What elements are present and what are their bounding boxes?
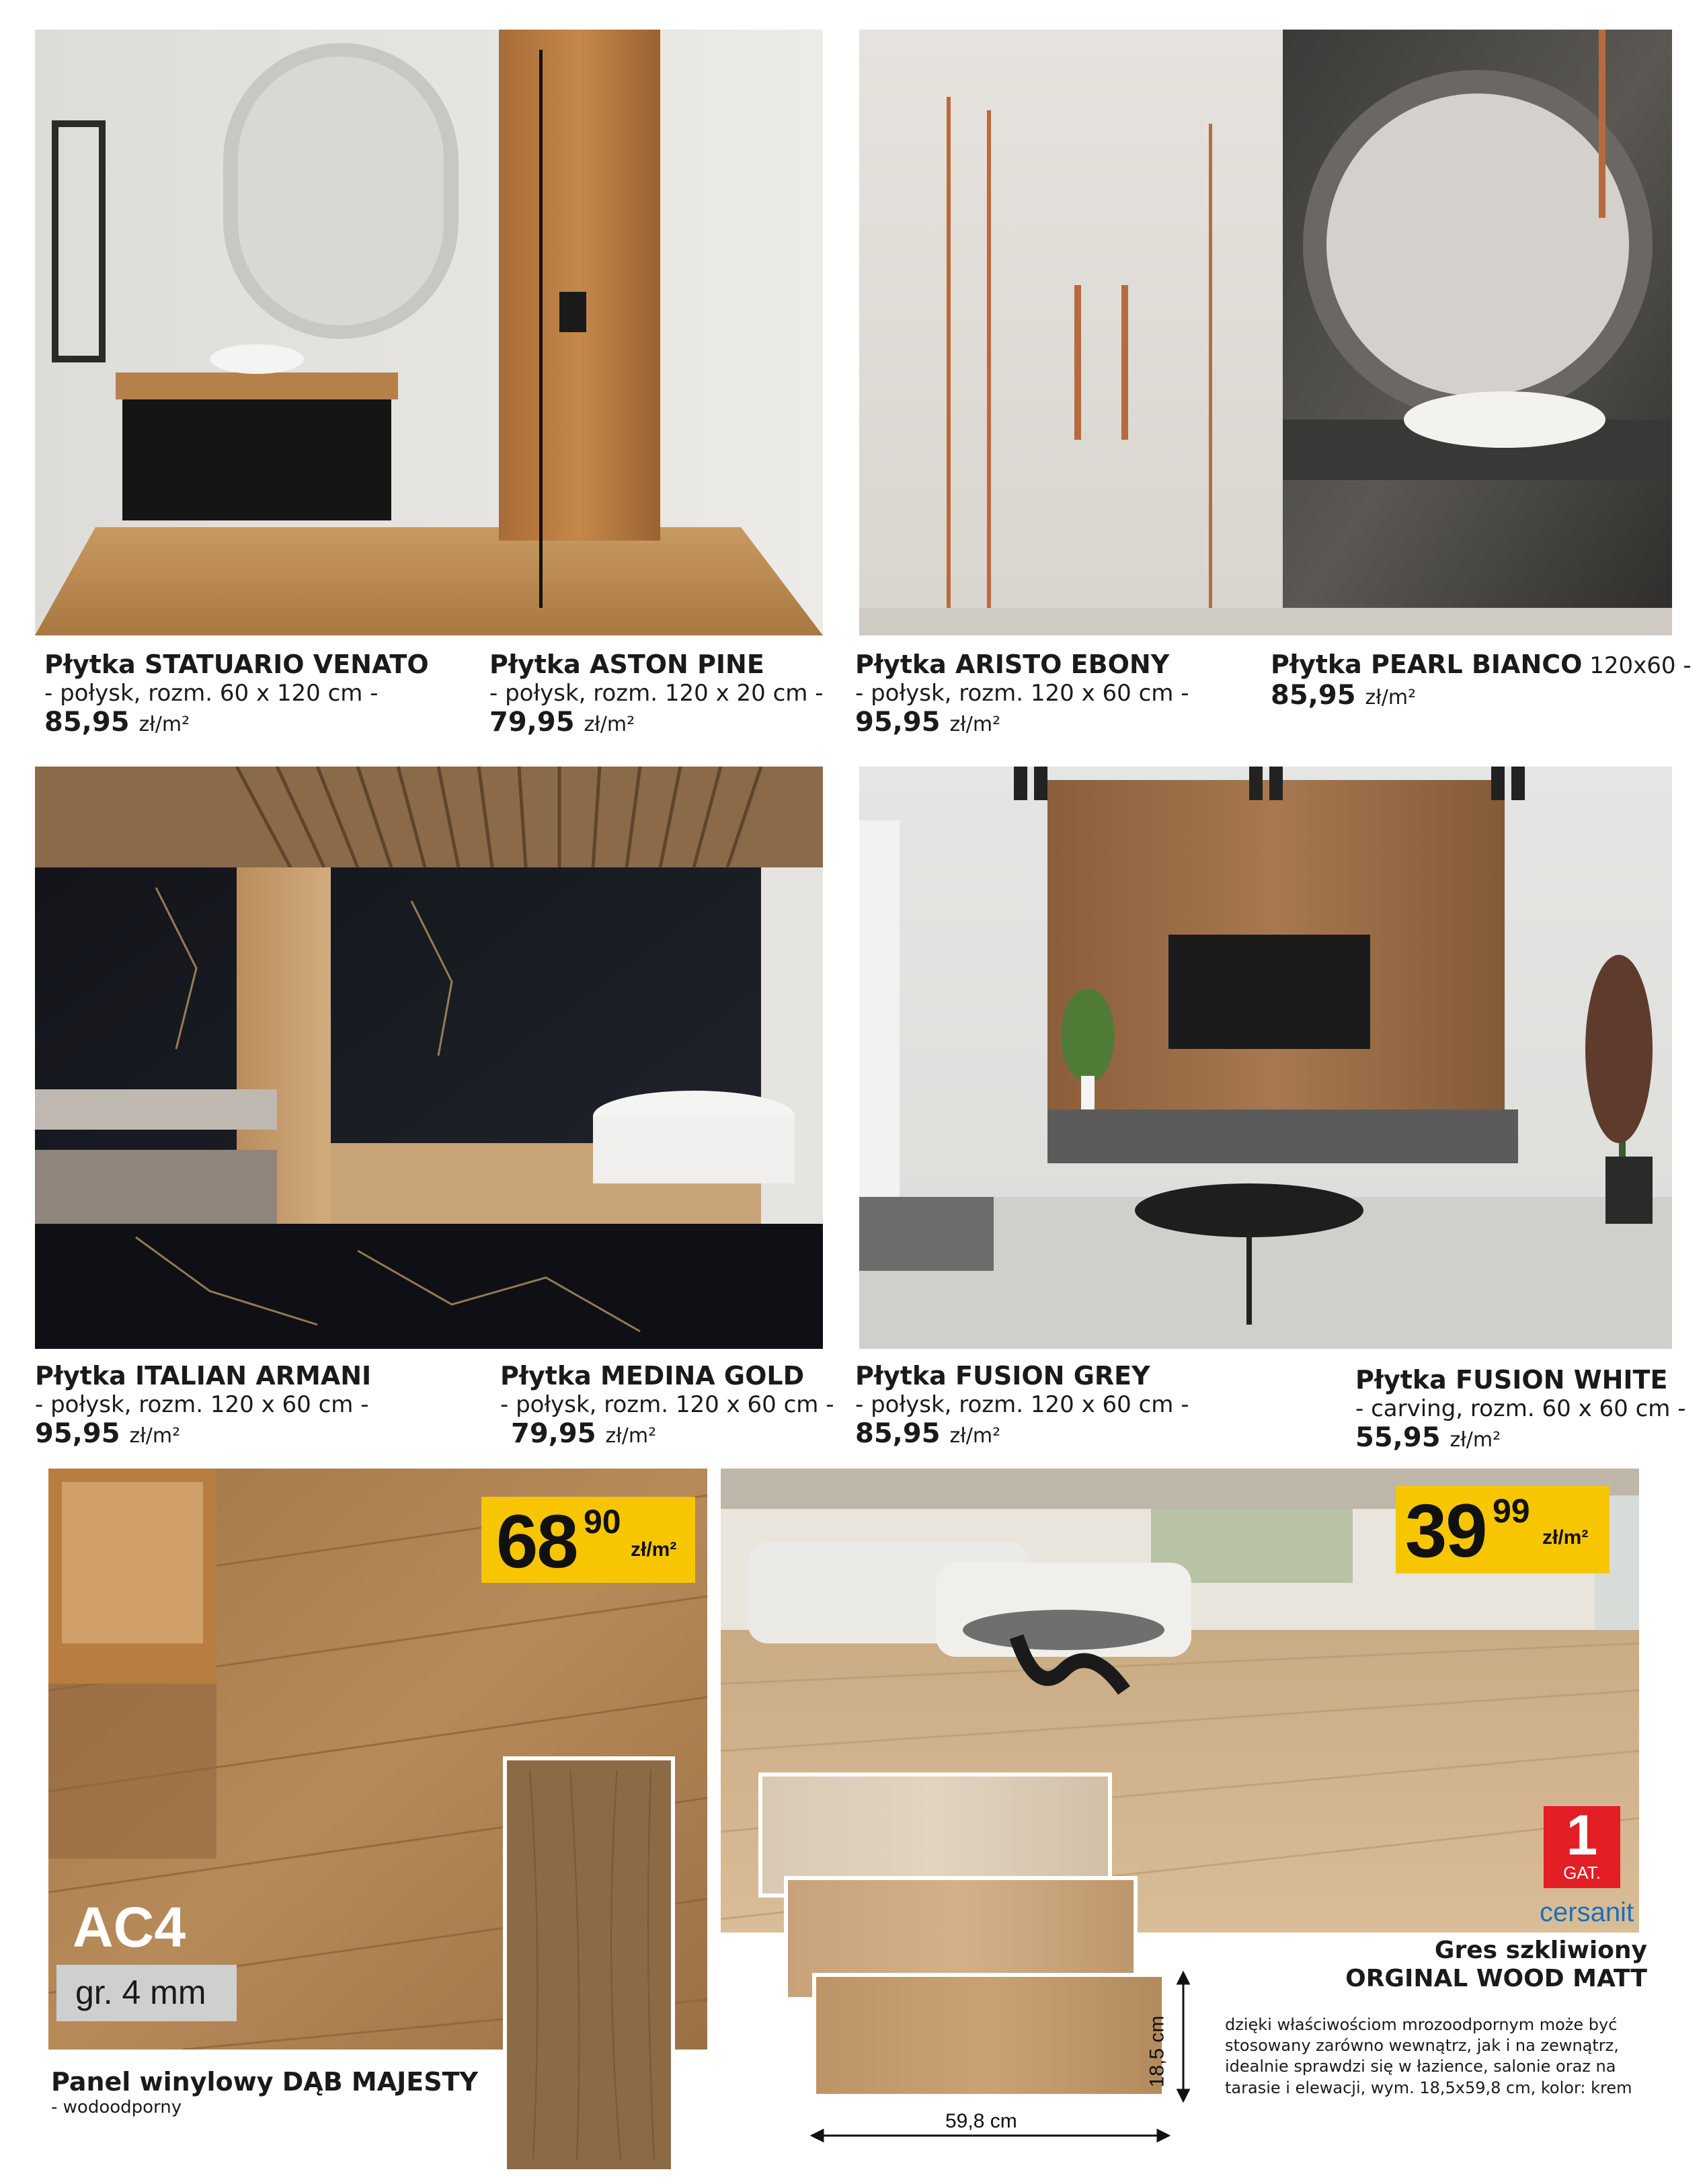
bathroom-marble-illustration [859,30,1672,635]
price-unit: zł/m² [631,1538,677,1561]
product-prefix: Płytka [35,1361,136,1391]
product-price: 95,95 [35,1417,120,1449]
price-cents: 99 [1493,1492,1530,1530]
product-desc: - połysk, rozm. 60 x 120 cm - [44,679,379,707]
dimension-width: 59,8 cm [945,2110,1017,2132]
product-desc: - połysk, rozm. 120 x 60 cm - [500,1391,834,1418]
photo-fusion-living-room [859,767,1672,1349]
brand-logo: cersanit [1540,1898,1634,1927]
product-caption [489,650,823,738]
vinyl-caption [51,2067,478,2118]
product-price: 55,95 [1355,1421,1441,1453]
thickness-text: gr. 4 mm [75,1974,206,2011]
product-name: ITALIAN ARMANI [135,1361,372,1391]
vinyl-price-badge [481,1497,695,1583]
dimension-height: 18,5 cm [1146,2015,1168,2088]
price-unit: zł/m² [138,712,190,736]
price-unit: zł/m² [1542,1526,1589,1549]
price-unit: zł/m² [1450,1428,1501,1452]
price-unit: zł/m² [129,1424,181,1448]
product-caption [1271,650,1692,711]
product-prefix: Płytka [44,650,145,679]
product-caption [855,1361,1189,1450]
gres-caption [1277,1937,1647,1994]
product-caption [44,650,429,738]
ac-rating-label: AC4 [73,1896,186,1959]
price-unit: zł/m² [605,1424,657,1448]
price-unit: zł/m² [584,712,635,736]
product-caption [35,1361,371,1450]
product-desc: - połysk, rozm. 120 x 60 cm - [855,1391,1189,1418]
product-prefix: Płytka [1355,1365,1456,1395]
product-caption [500,1361,834,1450]
vinyl-title: Panel winylowy DĄB MAJESTY [51,2067,479,2097]
price-unit: zł/m² [949,1424,1001,1448]
product-name: ARISTO EBONY [955,650,1170,679]
vinyl-subtitle: - wodoodporny [51,2097,182,2117]
gres-price-badge [1396,1486,1610,1573]
dark-bathroom-illustration [35,767,823,1349]
grade-number: 1 [1566,1803,1598,1867]
product-name: ASTON PINE [590,650,764,679]
product-price: 79,95 [489,706,575,738]
product-prefix: Płytka [1271,650,1372,679]
vinyl-plank-sample [503,1756,675,2173]
product-prefix: Płytka [500,1361,601,1391]
price-cents: 90 [584,1503,621,1540]
product-price: 85,95 [855,1417,941,1449]
gres-description: dzięki właściwościom mrozoodpornym może być stosowany zarówno wewnątrz, jak i na zewnątrz, idealnie sprawdzi się w łazience, salonie oraz na tarasie i elewacji, wym. 18,5x59,8 cm, kolor: krem [1225,2015,1632,2097]
product-desc: - połysk, rozm. 120 x 60 cm - [35,1391,369,1418]
grade-badge [1544,1803,1620,1888]
product-desc: - połysk, rozm. 120 x 20 cm - [489,679,824,707]
product-size: 120x60 - [1582,652,1692,679]
product-name: FUSION WHITE [1456,1365,1668,1395]
product-price: 85,95 [44,706,130,738]
product-name: STATUARIO VENATO [145,650,429,679]
product-price: 79,95 [511,1417,596,1449]
product-prefix: Płytka [489,650,590,679]
price-main: 39 [1405,1489,1486,1573]
product-price: 85,95 [1271,679,1356,711]
living-room-illustration [859,767,1672,1349]
price-unit: zł/m² [1365,685,1417,709]
product-desc: - połysk, rozm. 120 x 60 cm - [855,679,1189,707]
thickness-label [56,1965,237,2021]
product-name: FUSION GREY [955,1361,1150,1391]
product-caption [1355,1365,1685,1454]
price-main: 68 [496,1499,578,1584]
product-prefix: Płytka [855,650,956,679]
product-name: PEARL BIANCO [1371,650,1583,679]
product-caption [855,650,1189,738]
product-name: MEDINA GOLD [600,1361,805,1391]
grade-label: GAT. [1563,1863,1601,1883]
product-desc: - carving, rozm. 60 x 60 cm - [1355,1395,1686,1422]
product-prefix: Płytka [855,1361,956,1391]
gres-title-line1: Gres szkliwiony [1434,1937,1647,1964]
photo-aristo-pearl-bathroom [859,30,1672,635]
gres-title-line2: ORGINAL WOOD MATT [1345,1965,1647,1993]
photo-statuario-aston-bathroom [35,30,823,635]
bathroom-illustration [35,30,823,635]
price-unit: zł/m² [949,712,1001,736]
plank-sample-illustration [503,1756,675,2173]
photo-italian-medina-bathroom [35,767,823,1349]
product-price: 95,95 [855,706,941,738]
